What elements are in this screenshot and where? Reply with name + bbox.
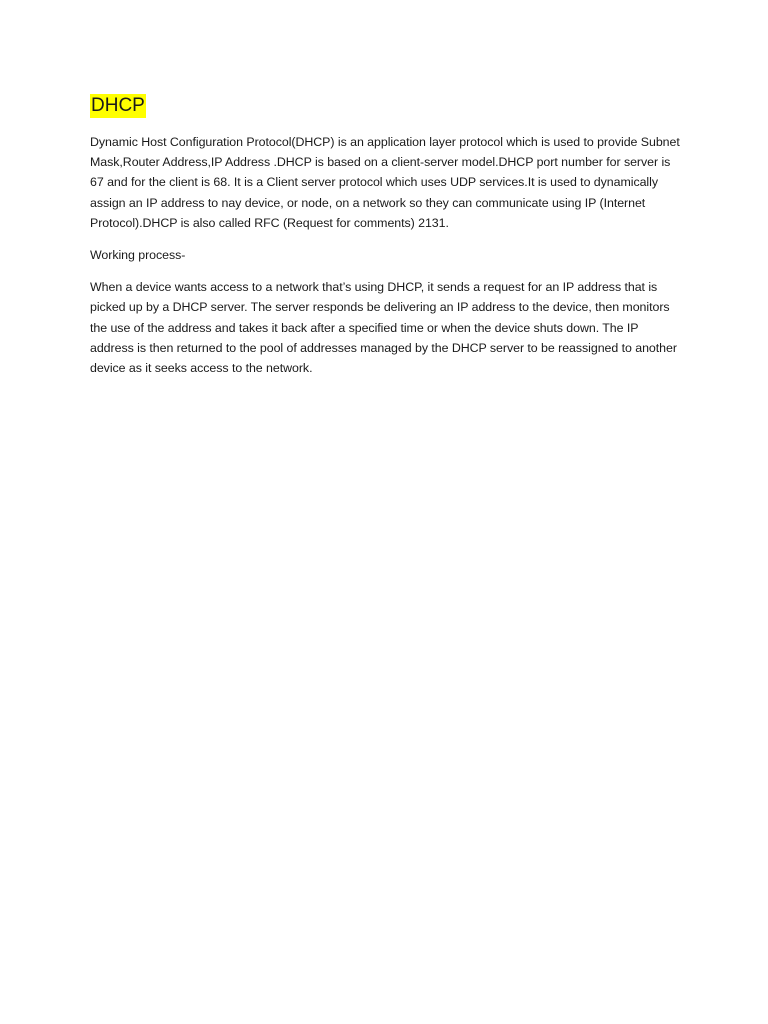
working-process-paragraph: When a device wants access to a network that’s using DHCP, it sends a request for an IP address that is picked up by a DHCP server. The server responds be delivering an IP address to the device, then monitors the use of the address and takes it back after a specified time or when the device shuts down. The IP address is then returned to the pool of addresses managed by the DHCP server to be reassigned to another device as it seeks access to the network. <box>90 280 677 376</box>
document-body <box>90 94 682 390</box>
document-heading: DHCP <box>91 95 145 116</box>
section-label-working-process: Working process- <box>90 248 186 263</box>
intro-paragraph: Dynamic Host Configuration Protocol(DHCP) is an application layer protocol which is used to provide Subnet Mask,Router Address,IP Address .DHCP is based on a client-server model.DHCP port number for server is 67 and for the client is 68. It is a Client server protocol which uses UDP services.It is used to dynamically assign an IP address to nay device, or node, on a network so they can communicate using IP (Internet Protocol).DHCP is also called RFC (Request for comments) 2131. <box>90 135 680 230</box>
